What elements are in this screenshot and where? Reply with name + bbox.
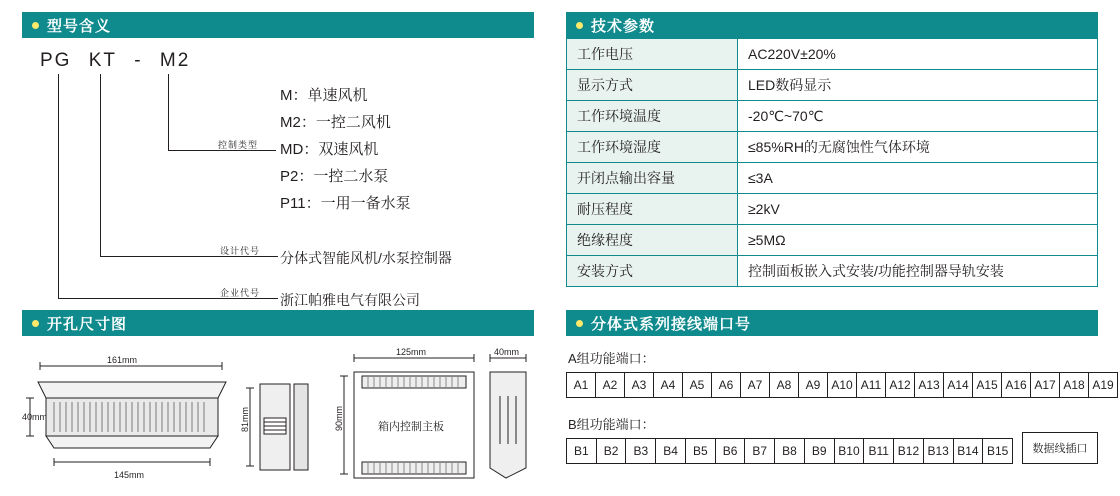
port-cell[interactable]: A1 [566,372,596,398]
code-part-dash: - [134,50,143,71]
dimension-title: 开孔尺寸图 [47,315,128,333]
table-row [567,163,1098,194]
port-cell[interactable]: B5 [685,438,716,464]
model-option-list [280,82,411,217]
spec-key: 工作环境温度 [567,101,738,132]
port-cell[interactable]: A15 [972,372,1002,398]
spec-title: 技术参数 [591,17,656,35]
port-title: 分体式系列接线端口号 [591,315,752,333]
port-cell[interactable]: A4 [653,372,683,398]
model-meaning-title: 型号含义 [47,17,112,35]
port-cell[interactable]: A5 [682,372,712,398]
group-b-cells [566,438,1012,464]
table-row [567,101,1098,132]
spec-value: 控制面板嵌入式安装/功能控制器导轨安装 [738,256,1098,287]
leader-line-company [58,74,59,298]
port-cell[interactable]: B11 [863,438,894,464]
port-cell[interactable]: B4 [655,438,686,464]
dim-label-mid-height: 81mm [240,406,250,432]
port-cell[interactable]: B2 [596,438,627,464]
spec-key: 开闭点输出容量 [567,163,738,194]
port-cell[interactable]: B9 [804,438,835,464]
group-a-label: A组功能端口： [568,351,655,366]
dim-label-right-width: 40mm [494,347,520,357]
port-cell[interactable]: B10 [834,438,865,464]
port-body [566,336,1114,464]
dimension-header [22,310,534,336]
port-cell[interactable]: A18 [1059,372,1089,398]
spec-value: ≥2kV [738,194,1098,225]
dimension-body [22,336,534,496]
port-cell[interactable]: A7 [740,372,770,398]
table-row [567,194,1098,225]
model-option: M：单速风机 [280,87,368,104]
spec-key: 显示方式 [567,70,738,101]
bullet-dot-icon [32,22,39,29]
spec-value: ≤3A [738,163,1098,194]
port-cell[interactable]: A16 [1001,372,1031,398]
dim-label-board-height: 90mm [334,405,344,431]
spec-key: 绝缘程度 [567,225,738,256]
group-b-row [566,438,1098,464]
company-text: 浙江帕雅电气有限公司 [280,292,420,308]
model-option: P11：一用一备水泵 [280,195,411,212]
port-cell[interactable]: A19 [1088,372,1118,398]
dim-label-left-height: 40mm [22,412,48,422]
port-cell[interactable]: A12 [885,372,915,398]
table-row [567,70,1098,101]
model-meaning-body [22,38,534,308]
bullet-dot-icon [32,320,39,327]
spec-key: 工作电压 [567,39,738,70]
table-row [567,225,1098,256]
table-row [567,39,1098,70]
spec-value: ≤85%RH的无腐蚀性气体环境 [738,132,1098,163]
port-cell[interactable]: B7 [744,438,775,464]
port-panel [566,310,1114,464]
dimension-drawing [22,336,534,496]
port-cell[interactable]: A3 [624,372,654,398]
port-cell[interactable]: A14 [943,372,973,398]
leader-line-control [168,74,169,150]
spec-value: AC220V±20% [738,39,1098,70]
bullet-dot-icon [576,320,583,327]
spec-value: ≥5MΩ [738,225,1098,256]
spec-value: LED数码显示 [738,70,1098,101]
port-cell[interactable]: B8 [774,438,805,464]
spec-key: 安装方式 [567,256,738,287]
port-header [566,310,1098,336]
port-cell[interactable]: A17 [1030,372,1060,398]
port-cell[interactable]: A6 [711,372,741,398]
port-cell[interactable]: B14 [953,438,984,464]
dim-label-bottom-width: 145mm [114,470,145,480]
port-cell[interactable]: B3 [625,438,656,464]
port-cell[interactable]: A8 [769,372,799,398]
port-cell[interactable]: A11 [856,372,886,398]
spec-panel [566,12,1098,287]
port-cell[interactable]: B12 [893,438,924,464]
bullet-dot-icon [576,22,583,29]
code-part-kt: KT [88,50,118,71]
design-text: 分体式智能风机/水泵控制器 [280,250,452,266]
spec-key: 耐压程度 [567,194,738,225]
spec-value: -20℃~70℃ [738,101,1098,132]
port-cell[interactable]: A10 [827,372,857,398]
dim-label-board-text: 箱内控制主板 [378,421,444,433]
dimension-panel [22,310,534,496]
port-cell[interactable]: A2 [595,372,625,398]
dim-label-board-width: 125mm [396,347,427,357]
code-part-pg: PG [40,50,72,71]
table-row [567,256,1098,287]
model-option: P2：一控二水泵 [280,168,389,185]
leader-line-design [100,74,101,256]
port-cell[interactable]: B6 [715,438,746,464]
group-a-cells [566,372,1114,398]
port-cell[interactable]: A9 [798,372,828,398]
model-option: MD：双速风机 [280,141,379,158]
table-row [567,132,1098,163]
spec-table [566,38,1098,287]
model-code [40,50,200,72]
model-meaning-header [22,12,534,38]
model-meaning-panel [22,12,534,308]
tag-company-code: 企业代号 [220,288,261,298]
spec-header [566,12,1098,38]
port-cell[interactable]: B1 [566,438,597,464]
spec-key: 工作环境湿度 [567,132,738,163]
group-b-label: B组功能端口： [568,417,655,432]
model-option: M2：一控二风机 [280,114,391,131]
port-cell[interactable]: A13 [914,372,944,398]
port-cell[interactable]: B13 [923,438,954,464]
tag-control-type: 控制类型 [218,140,259,150]
tag-design-code: 设计代号 [220,246,261,256]
dim-label-top-width: 161mm [107,355,138,365]
code-part-m2: M2 [159,50,191,71]
port-cell[interactable]: B15 [982,438,1013,464]
data-cable-socket[interactable]: 数据线插口 [1022,432,1098,464]
